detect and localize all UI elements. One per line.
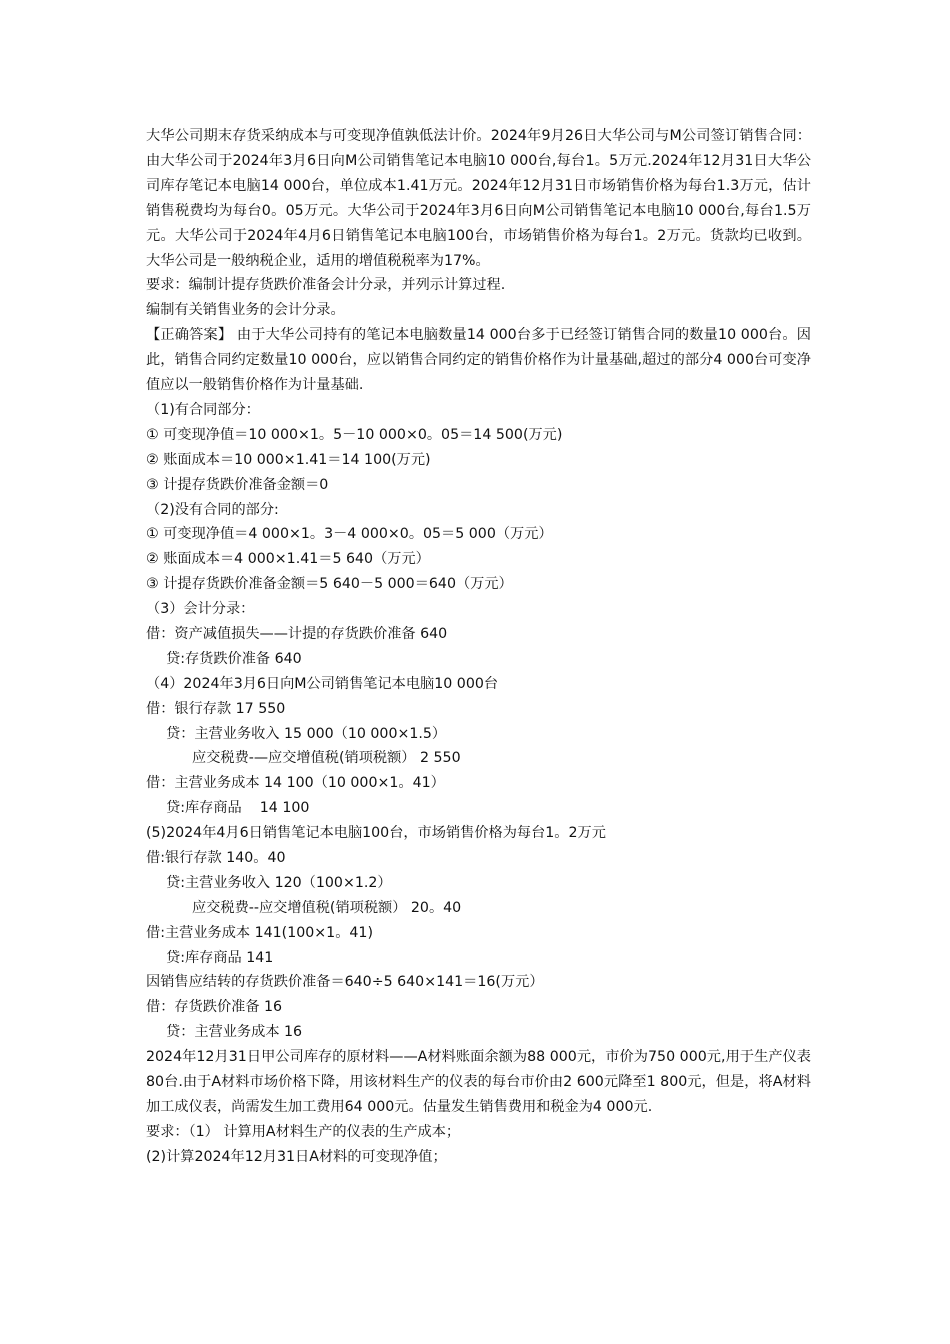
- calc-line: ③ 计提存货跌价准备金额＝0: [146, 476, 329, 493]
- credit-line: 贷:存货跌价准备 640: [166, 650, 302, 667]
- document-body: [146, 124, 811, 1170]
- credit-line: 贷：主营业务收入 15 000（10 000×1.5）: [166, 725, 447, 742]
- section-without-contract: （2)没有合同的部分:: [146, 501, 279, 518]
- calc-line: ① 可变现净值＝10 000×1。5－10 000×0。05＝14 500(万元): [146, 426, 563, 443]
- credit-subline: 应交税费-—应交增值税(销项税额） 2 550: [192, 750, 461, 767]
- section-with-contract: （1)有合同部分：: [146, 401, 260, 418]
- case2-paragraph: 2024年12月31日甲公司库存的原材料——A材料账面余额为88 000元，市价为750 000元,用于生产仪表80台.由于A材料市场价格下降，用该材料生产的仪表的每台市价由2 600元降至1 800元，但是，将A材料加工成仪表，尚需发生加工费用64 000元。估量发生销售费用和税金为4 000元.: [146, 1049, 811, 1115]
- calc-line: ③ 计提存货跌价准备金额＝5 640－5 000＝640（万元）: [146, 576, 513, 593]
- answer-paragraph: 【正确答案】 由于大华公司持有的笔记本电脑数量14 000台多于已经签订销售合同的数量10 000台。因此，销售合同约定数量10 000台，应以销售合同约定的销售价格作为计量基础,超过的部分4 000台可变净值应以一般销售价格作为计量基础.: [146, 327, 811, 394]
- case2-requirement-2: (2)计算2024年12月31日A材料的可变现净值；: [146, 1148, 447, 1165]
- calc-line: ② 账面成本＝10 000×1.41＝14 100(万元): [146, 451, 431, 468]
- debit-line: 借：银行存款 17 550: [146, 700, 286, 717]
- section-journal-entries: （3）会计分录：: [146, 601, 255, 618]
- section-sale-contract: （4）2024年3月6日向M公司销售笔记本电脑10 000台: [146, 675, 499, 692]
- debit-line: 借：主营业务成本 14 100（10 000×1。41）: [146, 775, 445, 792]
- credit-line: 贷:库存商品 141: [166, 949, 274, 966]
- intro-paragraph: 大华公司期末存货采纳成本与可变现净值孰低法计价。2024年9月26日大华公司与M公司签订销售合同：由大华公司于2024年3月6日向M公司销售笔记本电脑10 000台,每台1。5万元.2024年12月31日大华公司库存笔记本电脑14 000台，单位成本1.41万元。2024年12月31日市场销售价格为每台1.3万元，估计销售税费均为每台0。05万元。大华公司于2024年3月6日向M公司销售笔记本电脑10 000台,每台1.5万元。大华公司于2024年4月6日销售笔记本电脑100台，市场销售价格为每台1。2万元。货款均已收到。大华公司是一般纳税企业，适用的增值税税率为17%。: [146, 128, 811, 269]
- calc-line: ② 账面成本＝4 000×1.41＝5 640（万元）: [146, 551, 430, 568]
- case2-requirement-1: 要求：（1） 计算用A材料生产的仪表的生产成本；: [146, 1123, 461, 1140]
- calc-line: 因销售应结转的存货跌价准备＝640÷5 640×141＝16(万元）: [146, 974, 544, 991]
- debit-line: 借:主营业务成本 141(100×1。41): [146, 924, 373, 941]
- credit-line: 贷:库存商品 14 100: [166, 800, 310, 817]
- debit-line: 借：存货跌价准备 16: [146, 999, 283, 1016]
- calc-line: ① 可变现净值＝4 000×1。3－4 000×0。05＝5 000（万元）: [146, 526, 553, 543]
- requirement-1: 要求：编制计提存货跌价准备会计分录，并列示计算过程.: [146, 277, 506, 294]
- section-sale-market: (5)2024年4月6日销售笔记本电脑100台，市场销售价格为每台1。2万元: [146, 825, 606, 842]
- debit-line: 借:银行存款 140。40: [146, 849, 286, 866]
- credit-subline: 应交税费--应交增值税(销项税额） 20。40: [192, 899, 462, 916]
- credit-line: 贷:主营业务收入 120（100×1.2）: [166, 874, 392, 891]
- credit-line: 贷：主营业务成本 16: [166, 1024, 303, 1041]
- requirement-2: 编制有关销售业务的会计分录。: [146, 302, 345, 319]
- debit-line: 借：资产减值损失——计提的存货跌价准备 640: [146, 625, 448, 642]
